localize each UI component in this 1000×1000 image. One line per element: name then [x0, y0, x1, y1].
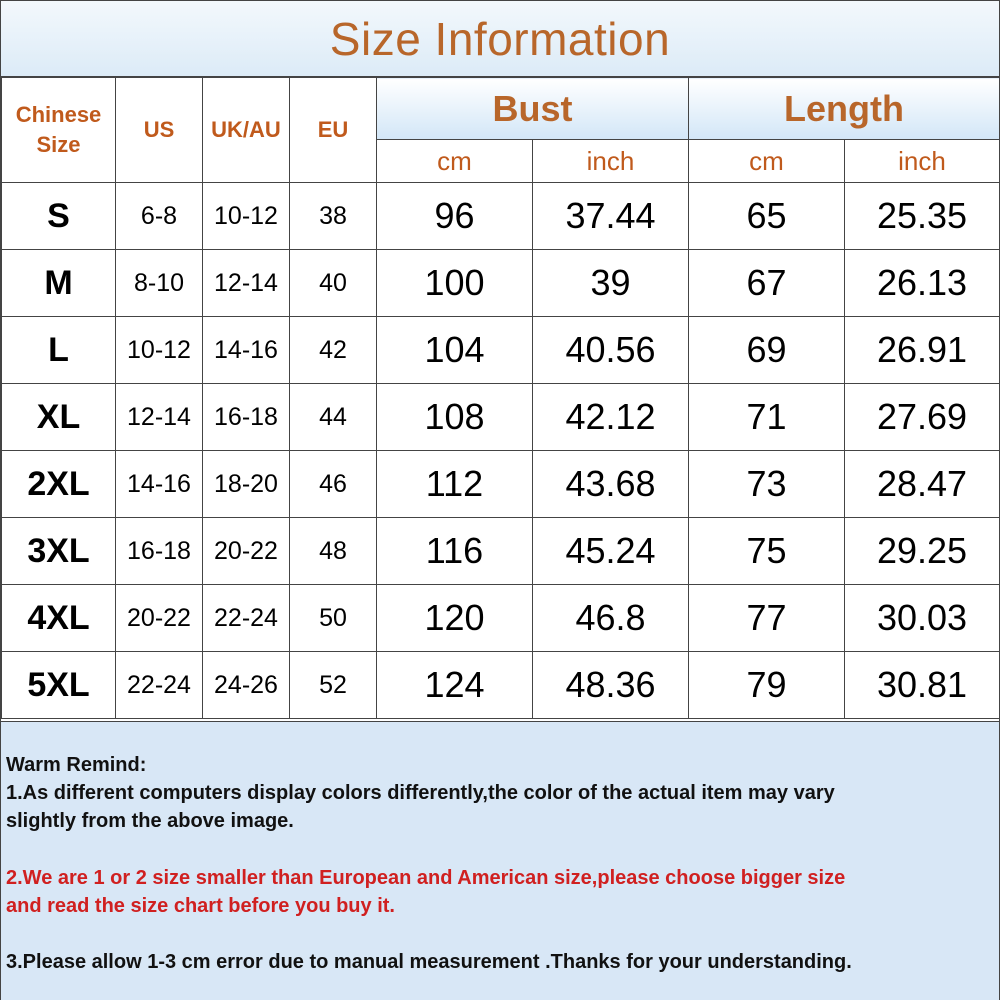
cell-us: 20-22	[116, 585, 203, 652]
remind-note-1-line-1: 1.As different computers display colors differently,the color of the actual item may vary	[6, 782, 835, 804]
remind-heading: Warm Remind:	[6, 754, 147, 776]
cell-length-cm: 79	[689, 652, 845, 719]
cell-us: 8-10	[116, 250, 203, 317]
cell-uk-au: 22-24	[203, 585, 290, 652]
header-length-cm: cm	[689, 140, 845, 183]
table-row	[2, 652, 1000, 719]
header-length-inch: inch	[845, 140, 1000, 183]
cell-size: 5XL	[2, 652, 116, 719]
table-row	[2, 518, 1000, 585]
cell-size: XL	[2, 384, 116, 451]
cell-eu: 50	[290, 585, 377, 652]
cell-length-cm: 65	[689, 183, 845, 250]
table-row	[2, 384, 1000, 451]
remind-note-2-line-2: and read the size chart before you buy it.	[6, 895, 395, 917]
cell-length-cm: 67	[689, 250, 845, 317]
cell-eu: 42	[290, 317, 377, 384]
cell-length-cm: 77	[689, 585, 845, 652]
cell-uk-au: 12-14	[203, 250, 290, 317]
cell-uk-au: 24-26	[203, 652, 290, 719]
cell-bust-cm: 108	[377, 384, 533, 451]
cell-length-cm: 71	[689, 384, 845, 451]
cell-bust-inch: 42.12	[533, 384, 689, 451]
header-chinese-size: Chinese Size	[2, 78, 116, 183]
remind-note-2-line-1: 2.We are 1 or 2 size smaller than European and American size,please choose bigger size	[6, 867, 846, 889]
cell-size: L	[2, 317, 116, 384]
warm-remind-panel	[1, 721, 999, 1000]
cell-eu: 40	[290, 250, 377, 317]
cell-length-inch: 25.35	[845, 183, 1000, 250]
cell-bust-cm: 96	[377, 183, 533, 250]
cell-us: 22-24	[116, 652, 203, 719]
cell-bust-inch: 48.36	[533, 652, 689, 719]
page-title: Size Information	[329, 12, 671, 65]
cell-uk-au: 18-20	[203, 451, 290, 518]
table-row	[2, 451, 1000, 518]
cell-bust-inch: 37.44	[533, 183, 689, 250]
cell-length-cm: 73	[689, 451, 845, 518]
cell-length-inch: 28.47	[845, 451, 1000, 518]
table-row	[2, 585, 1000, 652]
cell-eu: 46	[290, 451, 377, 518]
cell-length-inch: 26.13	[845, 250, 1000, 317]
cell-length-cm: 75	[689, 518, 845, 585]
header-bust-cm: cm	[377, 140, 533, 183]
cell-bust-inch: 39	[533, 250, 689, 317]
cell-us: 6-8	[116, 183, 203, 250]
title-bar	[1, 1, 999, 77]
cell-eu: 48	[290, 518, 377, 585]
cell-us: 14-16	[116, 451, 203, 518]
cell-bust-inch: 43.68	[533, 451, 689, 518]
table-row	[2, 317, 1000, 384]
cell-bust-inch: 40.56	[533, 317, 689, 384]
header-us: US	[116, 78, 203, 183]
cell-uk-au: 20-22	[203, 518, 290, 585]
cell-uk-au: 14-16	[203, 317, 290, 384]
cell-size: M	[2, 250, 116, 317]
header-bust: Bust	[377, 78, 689, 140]
table-row	[2, 250, 1000, 317]
cell-bust-cm: 124	[377, 652, 533, 719]
cell-bust-cm: 104	[377, 317, 533, 384]
table-row	[2, 183, 1000, 250]
cell-size: S	[2, 183, 116, 250]
header-length: Length	[689, 78, 1000, 140]
cell-eu: 38	[290, 183, 377, 250]
cell-length-inch: 26.91	[845, 317, 1000, 384]
header-uk-au: UK/AU	[203, 78, 290, 183]
cell-length-inch: 30.03	[845, 585, 1000, 652]
cell-eu: 52	[290, 652, 377, 719]
cell-us: 12-14	[116, 384, 203, 451]
cell-size: 3XL	[2, 518, 116, 585]
cell-length-inch: 30.81	[845, 652, 1000, 719]
cell-length-cm: 69	[689, 317, 845, 384]
cell-bust-cm: 116	[377, 518, 533, 585]
cell-uk-au: 16-18	[203, 384, 290, 451]
cell-bust-inch: 45.24	[533, 518, 689, 585]
cell-length-inch: 29.25	[845, 518, 1000, 585]
cell-bust-cm: 100	[377, 250, 533, 317]
header-bust-inch: inch	[533, 140, 689, 183]
cell-eu: 44	[290, 384, 377, 451]
cell-size: 2XL	[2, 451, 116, 518]
remind-note-3: 3.Please allow 1-3 cm error due to manual measurement .Thanks for your understanding.	[6, 951, 852, 973]
cell-size: 4XL	[2, 585, 116, 652]
size-table	[1, 77, 1000, 719]
header-eu: EU	[290, 78, 377, 183]
cell-bust-cm: 112	[377, 451, 533, 518]
cell-us: 16-18	[116, 518, 203, 585]
cell-us: 10-12	[116, 317, 203, 384]
cell-uk-au: 10-12	[203, 183, 290, 250]
cell-bust-inch: 46.8	[533, 585, 689, 652]
cell-length-inch: 27.69	[845, 384, 1000, 451]
cell-bust-cm: 120	[377, 585, 533, 652]
remind-note-1-line-2: slightly from the above image.	[6, 810, 294, 832]
